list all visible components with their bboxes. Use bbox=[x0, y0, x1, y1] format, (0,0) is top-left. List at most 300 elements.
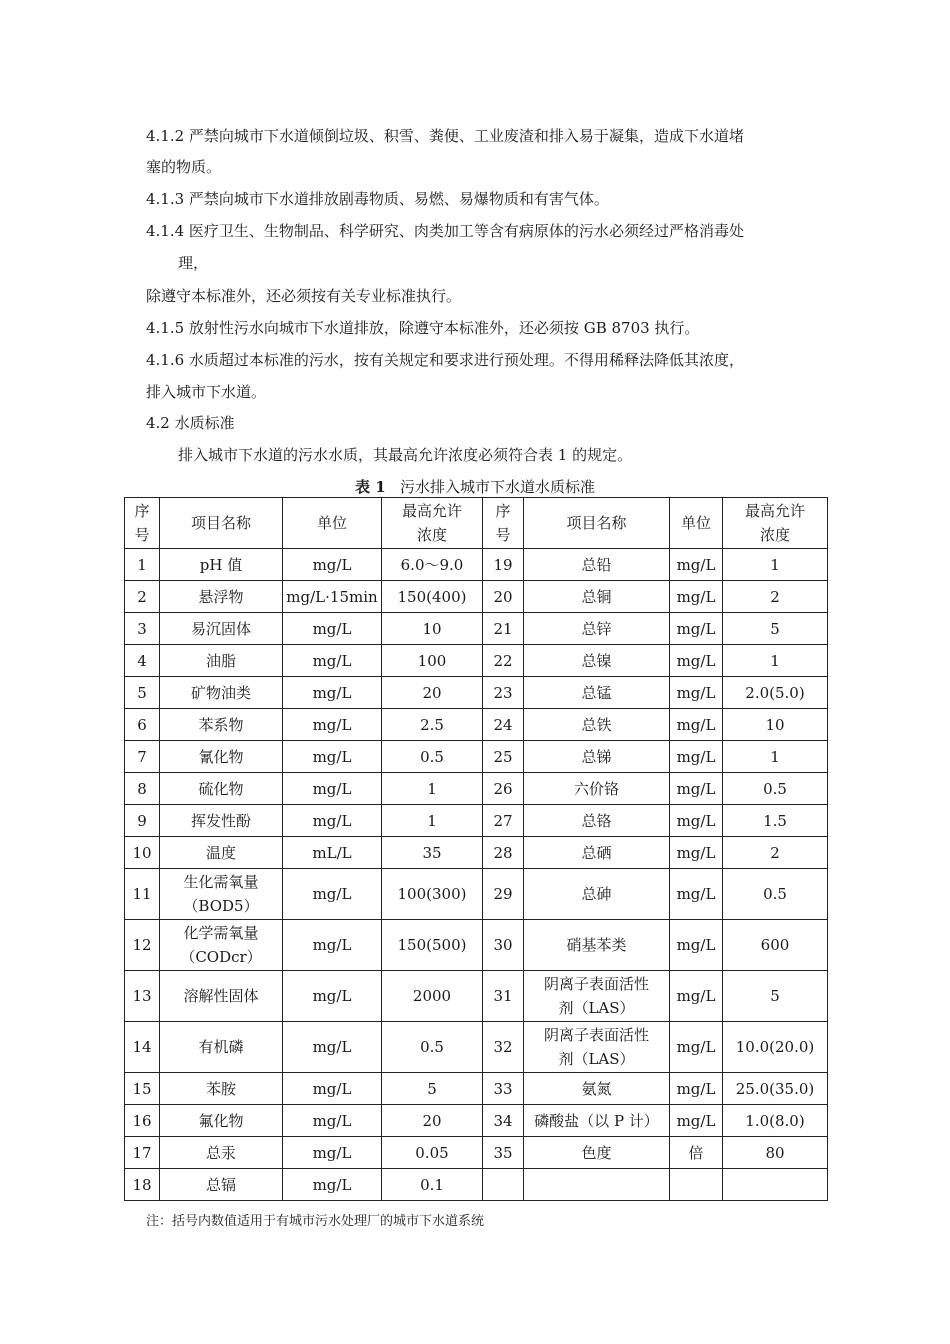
row-number: 2 bbox=[137, 587, 147, 606]
item-name-2: 总镍 bbox=[581, 651, 612, 670]
unit: mg/L bbox=[312, 987, 352, 1005]
max-concentration-2-cell bbox=[723, 677, 828, 709]
item-name-2: 磷酸盐（以 P 计） bbox=[534, 1111, 659, 1130]
table-note: 注：括号内数值适用于有城市污水处理厂的城市下水道系统 bbox=[146, 1214, 485, 1229]
unit-2-cell bbox=[670, 613, 723, 645]
item-name-2-cell bbox=[524, 869, 670, 920]
item-name: 氰化物 bbox=[198, 747, 244, 766]
unit: mg/L bbox=[312, 619, 352, 638]
item-name: 溶解性固体 bbox=[183, 987, 259, 1005]
max-concentration-2-cell bbox=[723, 741, 828, 773]
max-concentration-2-cell bbox=[723, 837, 828, 869]
row-number-2-cell bbox=[483, 971, 524, 1022]
unit-2-cell bbox=[670, 773, 723, 805]
max-concentration-2-cell bbox=[723, 581, 828, 613]
row-number-cell bbox=[125, 1137, 160, 1169]
item-name-2: 总铬 bbox=[581, 811, 612, 830]
unit: mg/L bbox=[312, 936, 352, 954]
table-row bbox=[125, 1169, 828, 1201]
row-number: 17 bbox=[132, 1143, 152, 1162]
item-name-cell bbox=[160, 920, 283, 971]
table-row bbox=[125, 1073, 828, 1105]
row-number: 16 bbox=[132, 1111, 152, 1130]
table-caption-title: 污水排入城市下水道水质标准 bbox=[399, 478, 595, 496]
unit-2: mg/L bbox=[676, 1111, 716, 1130]
item-name-cell bbox=[160, 1137, 283, 1169]
max-concentration-cell bbox=[382, 1073, 483, 1105]
item-name-2: 总硒 bbox=[581, 843, 612, 862]
unit-2: mg/L bbox=[676, 683, 716, 702]
max-concentration-2-cell bbox=[723, 549, 828, 581]
unit-2-cell bbox=[670, 1073, 723, 1105]
item-name-cell bbox=[160, 1105, 283, 1137]
row-number-2-cell bbox=[483, 1022, 524, 1073]
max-concentration: 0.05 bbox=[415, 1143, 449, 1162]
item-name-cell bbox=[160, 971, 283, 1022]
item-name-2: 阴离子表面活性 bbox=[543, 1026, 649, 1044]
max-concentration-2-cell bbox=[723, 1073, 828, 1105]
row-number-2: 29 bbox=[493, 885, 513, 903]
header-seq-2: 序 号 bbox=[483, 498, 524, 549]
item-name: 矿物油类 bbox=[190, 683, 251, 702]
unit-cell bbox=[283, 869, 382, 920]
row-number: 4 bbox=[137, 651, 147, 670]
row-number: 12 bbox=[132, 936, 152, 954]
item-name: （CODcr） bbox=[180, 948, 262, 966]
item-name-2-cell bbox=[524, 1105, 670, 1137]
clause-4-1-6-line2: 排入城市下水道。 bbox=[146, 383, 267, 401]
unit-2: mg/L bbox=[676, 1079, 716, 1098]
max-concentration-2: 10 bbox=[765, 715, 785, 734]
row-number-2: 24 bbox=[493, 715, 513, 734]
unit-2-cell bbox=[670, 549, 723, 581]
max-concentration-2-cell bbox=[723, 645, 828, 677]
header-unit: 单位 bbox=[283, 498, 382, 549]
item-name: 总镉 bbox=[205, 1175, 236, 1194]
unit-2: mg/L bbox=[676, 811, 716, 830]
clause-4-1-3: 4.1.3 严禁向城市下水道排放剧毒物质、易燃、易爆物质和有害气体。 bbox=[146, 190, 609, 208]
unit-2: mg/L bbox=[676, 619, 716, 638]
table-row bbox=[125, 773, 828, 805]
row-number-cell bbox=[125, 1073, 160, 1105]
unit-2-cell bbox=[670, 581, 723, 613]
unit-cell bbox=[283, 837, 382, 869]
unit: mg/L bbox=[312, 1111, 352, 1130]
item-name-2: 六价铬 bbox=[573, 779, 619, 798]
row-number-2-cell bbox=[483, 645, 524, 677]
max-concentration-2-cell bbox=[723, 613, 828, 645]
unit-cell bbox=[283, 1137, 382, 1169]
max-concentration-cell bbox=[382, 581, 483, 613]
max-concentration-cell bbox=[382, 837, 483, 869]
header-item: 项目名称 bbox=[160, 498, 283, 549]
clause-4-1-4-line2: 理， bbox=[178, 254, 209, 272]
item-name-2-cell bbox=[524, 581, 670, 613]
row-number-2-cell bbox=[483, 920, 524, 971]
item-name-2: 阴离子表面活性 bbox=[543, 975, 649, 993]
item-name-2: 总砷 bbox=[581, 885, 612, 903]
unit-2: mg/L bbox=[676, 936, 716, 954]
item-name-2-cell bbox=[524, 1073, 670, 1105]
unit-2: mg/L bbox=[676, 651, 716, 670]
table-row bbox=[125, 837, 828, 869]
row-number-2-cell bbox=[483, 869, 524, 920]
row-number-2: 32 bbox=[493, 1038, 513, 1056]
row-number-cell bbox=[125, 613, 160, 645]
row-number: 8 bbox=[137, 779, 147, 798]
item-name-cell bbox=[160, 709, 283, 741]
unit-cell bbox=[283, 920, 382, 971]
item-name-cell bbox=[160, 613, 283, 645]
item-name-cell bbox=[160, 1073, 283, 1105]
unit-2-cell bbox=[670, 837, 723, 869]
item-name-2-cell bbox=[524, 805, 670, 837]
item-name-2: 氨氮 bbox=[581, 1079, 612, 1098]
max-concentration: 2000 bbox=[412, 987, 452, 1005]
row-number-cell bbox=[125, 709, 160, 741]
unit: mg/L bbox=[312, 1038, 352, 1056]
unit-cell bbox=[283, 549, 382, 581]
max-concentration-cell bbox=[382, 971, 483, 1022]
unit-2-cell bbox=[670, 920, 723, 971]
unit: mg/L bbox=[312, 747, 352, 766]
table-caption-number: 表 1 bbox=[355, 478, 386, 496]
item-name: 氟化物 bbox=[198, 1111, 244, 1130]
unit: mg/L bbox=[312, 651, 352, 670]
unit: mg/L bbox=[312, 683, 352, 702]
header-max: 最高允许 浓度 bbox=[382, 498, 483, 549]
row-number-2-cell bbox=[483, 741, 524, 773]
item-name-2-cell bbox=[524, 613, 670, 645]
item-name-2-cell bbox=[524, 549, 670, 581]
row-number: 5 bbox=[137, 683, 147, 702]
unit-cell bbox=[283, 773, 382, 805]
item-name-cell bbox=[160, 1169, 283, 1201]
item-name-cell bbox=[160, 645, 283, 677]
row-number-2-cell bbox=[483, 581, 524, 613]
clause-4-1-2-line1: 4.1.2 严禁向城市下水道倾倒垃圾、积雪、粪便、工业废渣和排入易于凝集，造成下水道堵 bbox=[146, 127, 744, 145]
max-concentration-2-cell bbox=[723, 1169, 828, 1201]
row-number-cell bbox=[125, 1105, 160, 1137]
max-concentration-cell bbox=[382, 645, 483, 677]
unit-2-cell bbox=[670, 1169, 723, 1201]
unit-cell bbox=[283, 1073, 382, 1105]
item-name: 总汞 bbox=[205, 1143, 236, 1162]
max-concentration-cell bbox=[382, 549, 483, 581]
max-concentration-2-cell bbox=[723, 773, 828, 805]
table-row bbox=[125, 971, 828, 1022]
row-number: 3 bbox=[137, 619, 147, 638]
clause-4-1-2-line2: 塞的物质。 bbox=[146, 158, 222, 176]
max-concentration: 6.0～9.0 bbox=[400, 555, 464, 574]
section-heading-4-2: 4.2 水质标准 bbox=[146, 414, 235, 432]
item-name-2-cell bbox=[524, 971, 670, 1022]
row-number-2: 35 bbox=[493, 1143, 513, 1162]
row-number: 10 bbox=[132, 843, 152, 862]
row-number-2-cell bbox=[483, 549, 524, 581]
max-concentration: 150(400) bbox=[397, 587, 467, 606]
max-concentration-2: 1 bbox=[770, 747, 780, 766]
unit-cell bbox=[283, 645, 382, 677]
section-4-2-body: 排入城市下水道的污水水质，其最高允许浓度必须符合表 1 的规定。 bbox=[178, 446, 633, 464]
table-row bbox=[125, 677, 828, 709]
table-caption bbox=[0, 477, 950, 497]
row-number-2-cell bbox=[483, 1169, 524, 1201]
unit-cell bbox=[283, 741, 382, 773]
max-concentration: 1 bbox=[427, 779, 437, 798]
unit-2-cell bbox=[670, 677, 723, 709]
max-concentration-2: 1 bbox=[770, 555, 780, 574]
unit-2: mg/L bbox=[676, 555, 716, 574]
water-quality-table bbox=[124, 497, 828, 1201]
max-concentration-cell bbox=[382, 920, 483, 971]
unit-2-cell bbox=[670, 1137, 723, 1169]
row-number-2: 33 bbox=[493, 1079, 513, 1098]
unit-cell bbox=[283, 709, 382, 741]
unit-2-cell bbox=[670, 805, 723, 837]
max-concentration: 0.1 bbox=[420, 1175, 444, 1194]
row-number-cell bbox=[125, 971, 160, 1022]
row-number-cell bbox=[125, 773, 160, 805]
unit-2-cell bbox=[670, 869, 723, 920]
item-name-cell bbox=[160, 805, 283, 837]
item-name: 生化需氧量 bbox=[183, 873, 259, 891]
max-concentration-cell bbox=[382, 1169, 483, 1201]
max-concentration-cell bbox=[382, 1022, 483, 1073]
row-number-2: 20 bbox=[493, 587, 513, 606]
row-number-2-cell bbox=[483, 837, 524, 869]
item-name: 化学需氧量 bbox=[183, 924, 259, 942]
max-concentration: 150(500) bbox=[397, 936, 467, 954]
max-concentration-2: 25.0(35.0) bbox=[735, 1079, 815, 1098]
row-number-2: 34 bbox=[493, 1111, 513, 1130]
row-number: 7 bbox=[137, 747, 147, 766]
max-concentration-cell bbox=[382, 805, 483, 837]
row-number-2: 21 bbox=[493, 619, 513, 638]
max-concentration: 20 bbox=[422, 683, 442, 702]
max-concentration-2-cell bbox=[723, 1137, 828, 1169]
item-name-2-cell bbox=[524, 741, 670, 773]
unit-cell bbox=[283, 805, 382, 837]
unit-2-cell bbox=[670, 1105, 723, 1137]
item-name: 悬浮物 bbox=[198, 587, 244, 606]
row-number-cell bbox=[125, 805, 160, 837]
table-row bbox=[125, 805, 828, 837]
unit-2: mg/L bbox=[676, 987, 716, 1005]
max-concentration-2-cell bbox=[723, 920, 828, 971]
unit-cell bbox=[283, 971, 382, 1022]
row-number-cell bbox=[125, 581, 160, 613]
unit-cell bbox=[283, 613, 382, 645]
max-concentration-2: 80 bbox=[765, 1143, 785, 1162]
item-name-2-cell bbox=[524, 920, 670, 971]
row-number-cell bbox=[125, 549, 160, 581]
max-concentration: 0.5 bbox=[420, 747, 444, 766]
row-number-2: 25 bbox=[493, 747, 513, 766]
row-number: 18 bbox=[132, 1175, 152, 1194]
item-name-2: 剂（LAS） bbox=[558, 1050, 635, 1068]
row-number-cell bbox=[125, 1022, 160, 1073]
unit: mL/L bbox=[312, 843, 352, 862]
header-unit-2: 单位 bbox=[670, 498, 723, 549]
unit: mg/L bbox=[312, 715, 352, 734]
row-number-2: 27 bbox=[493, 811, 513, 830]
item-name-cell bbox=[160, 677, 283, 709]
item-name: 苯系物 bbox=[198, 715, 244, 734]
item-name: 有机磷 bbox=[198, 1038, 244, 1056]
row-number: 1 bbox=[137, 555, 147, 574]
item-name: 油脂 bbox=[205, 651, 236, 670]
row-number: 11 bbox=[132, 885, 152, 903]
row-number-2-cell bbox=[483, 677, 524, 709]
row-number-2: 28 bbox=[493, 843, 513, 862]
max-concentration-cell bbox=[382, 1105, 483, 1137]
row-number: 6 bbox=[137, 715, 147, 734]
table-row bbox=[125, 1022, 828, 1073]
table-row bbox=[125, 645, 828, 677]
max-concentration: 35 bbox=[422, 843, 442, 862]
row-number: 9 bbox=[137, 811, 147, 830]
row-number-2-cell bbox=[483, 613, 524, 645]
unit-2: mg/L bbox=[676, 885, 716, 903]
max-concentration-cell bbox=[382, 869, 483, 920]
max-concentration-2: 600 bbox=[760, 936, 790, 954]
clause-4-1-6-line1: 4.1.6 水质超过本标准的污水，按有关规定和要求进行预处理。不得用稀释法降低其浓度， bbox=[146, 351, 744, 369]
item-name-2-cell bbox=[524, 773, 670, 805]
unit-2-cell bbox=[670, 1022, 723, 1073]
row-number-2-cell bbox=[483, 1137, 524, 1169]
unit-cell bbox=[283, 1022, 382, 1073]
table-row bbox=[125, 1105, 828, 1137]
max-concentration-2: 5 bbox=[770, 619, 780, 638]
item-name-2: 总锌 bbox=[581, 619, 612, 638]
max-concentration-cell bbox=[382, 613, 483, 645]
clause-4-1-4-line1: 4.1.4 医疗卫生、生物制品、科学研究、肉类加工等含有病原体的污水必须经过严格消毒处 bbox=[146, 222, 744, 240]
table-row bbox=[125, 869, 828, 920]
item-name-cell bbox=[160, 741, 283, 773]
table-row bbox=[125, 920, 828, 971]
row-number-2: 31 bbox=[493, 987, 513, 1005]
item-name-2: 总铁 bbox=[581, 715, 612, 734]
max-concentration-2: 0.5 bbox=[763, 885, 787, 903]
unit-2: mg/L bbox=[676, 747, 716, 766]
max-concentration-2-cell bbox=[723, 1022, 828, 1073]
table-row bbox=[125, 613, 828, 645]
row-number-cell bbox=[125, 677, 160, 709]
unit: mg/L bbox=[312, 1175, 352, 1194]
row-number-cell bbox=[125, 645, 160, 677]
unit-2: 倍 bbox=[688, 1143, 704, 1162]
item-name-2-cell bbox=[524, 645, 670, 677]
row-number-2: 30 bbox=[493, 936, 513, 954]
max-concentration-2: 0.5 bbox=[763, 779, 787, 798]
item-name: （BOD5） bbox=[183, 897, 259, 915]
table-header-row bbox=[125, 498, 828, 549]
unit-2: mg/L bbox=[676, 843, 716, 862]
item-name-cell bbox=[160, 581, 283, 613]
item-name-cell bbox=[160, 869, 283, 920]
row-number-2-cell bbox=[483, 773, 524, 805]
max-concentration-2: 2 bbox=[770, 843, 780, 862]
unit-2-cell bbox=[670, 709, 723, 741]
unit: mg/L bbox=[312, 1079, 352, 1098]
item-name-cell bbox=[160, 549, 283, 581]
item-name-cell bbox=[160, 837, 283, 869]
max-concentration-cell bbox=[382, 773, 483, 805]
unit-cell bbox=[283, 581, 382, 613]
unit: mg/L bbox=[312, 811, 352, 830]
max-concentration: 0.5 bbox=[420, 1038, 444, 1056]
row-number-2: 26 bbox=[493, 779, 513, 798]
unit: mg/L·15min bbox=[286, 587, 378, 606]
item-name: pH 值 bbox=[199, 555, 243, 574]
max-concentration-2: 10.0(20.0) bbox=[735, 1038, 815, 1056]
row-number: 15 bbox=[132, 1079, 152, 1098]
max-concentration: 100(300) bbox=[397, 885, 467, 903]
item-name-2-cell bbox=[524, 1137, 670, 1169]
row-number-2-cell bbox=[483, 1105, 524, 1137]
row-number: 14 bbox=[132, 1038, 152, 1056]
max-concentration-2: 1.0(8.0) bbox=[745, 1111, 805, 1130]
item-name: 温度 bbox=[205, 843, 236, 862]
max-concentration: 1 bbox=[427, 811, 437, 830]
table-row bbox=[125, 581, 828, 613]
row-number-cell bbox=[125, 869, 160, 920]
row-number-cell bbox=[125, 1169, 160, 1201]
row-number-cell bbox=[125, 837, 160, 869]
max-concentration-2: 1.5 bbox=[763, 811, 787, 830]
max-concentration: 100 bbox=[417, 651, 447, 670]
max-concentration: 10 bbox=[422, 619, 442, 638]
clause-4-1-4-line3: 除遵守本标准外，还必须按有关专业标准执行。 bbox=[146, 287, 462, 305]
unit-2: mg/L bbox=[676, 779, 716, 798]
item-name-2-cell bbox=[524, 1169, 670, 1201]
item-name-2: 总锑 bbox=[581, 747, 612, 766]
max-concentration-cell bbox=[382, 1137, 483, 1169]
max-concentration: 5 bbox=[427, 1079, 437, 1098]
table-row bbox=[125, 1137, 828, 1169]
table-row bbox=[125, 709, 828, 741]
item-name-cell bbox=[160, 773, 283, 805]
max-concentration-2: 2 bbox=[770, 587, 780, 606]
unit-2: mg/L bbox=[676, 715, 716, 734]
max-concentration: 2.5 bbox=[420, 715, 444, 734]
unit-2: mg/L bbox=[676, 587, 716, 606]
item-name-2-cell bbox=[524, 837, 670, 869]
row-number-2-cell bbox=[483, 1073, 524, 1105]
unit: mg/L bbox=[312, 885, 352, 903]
row-number-2: 22 bbox=[493, 651, 513, 670]
clause-4-1-5: 4.1.5 放射性污水向城市下水道排放，除遵守本标准外，还必须按 GB 8703 执行。 bbox=[146, 319, 700, 337]
item-name-2: 色度 bbox=[581, 1143, 612, 1162]
row-number-cell bbox=[125, 741, 160, 773]
max-concentration-2: 1 bbox=[770, 651, 780, 670]
unit-2: mg/L bbox=[676, 1038, 716, 1056]
row-number-2-cell bbox=[483, 805, 524, 837]
header-item-2: 项目名称 bbox=[524, 498, 670, 549]
item-name: 硫化物 bbox=[198, 779, 244, 798]
max-concentration-2-cell bbox=[723, 1105, 828, 1137]
unit: mg/L bbox=[312, 1143, 352, 1162]
max-concentration-2: 2.0(5.0) bbox=[745, 683, 805, 702]
max-concentration-2-cell bbox=[723, 869, 828, 920]
unit-cell bbox=[283, 1169, 382, 1201]
unit-cell bbox=[283, 1105, 382, 1137]
max-concentration-2-cell bbox=[723, 709, 828, 741]
item-name-2: 总锰 bbox=[581, 683, 612, 702]
max-concentration-2-cell bbox=[723, 971, 828, 1022]
row-number-2: 19 bbox=[493, 555, 513, 574]
